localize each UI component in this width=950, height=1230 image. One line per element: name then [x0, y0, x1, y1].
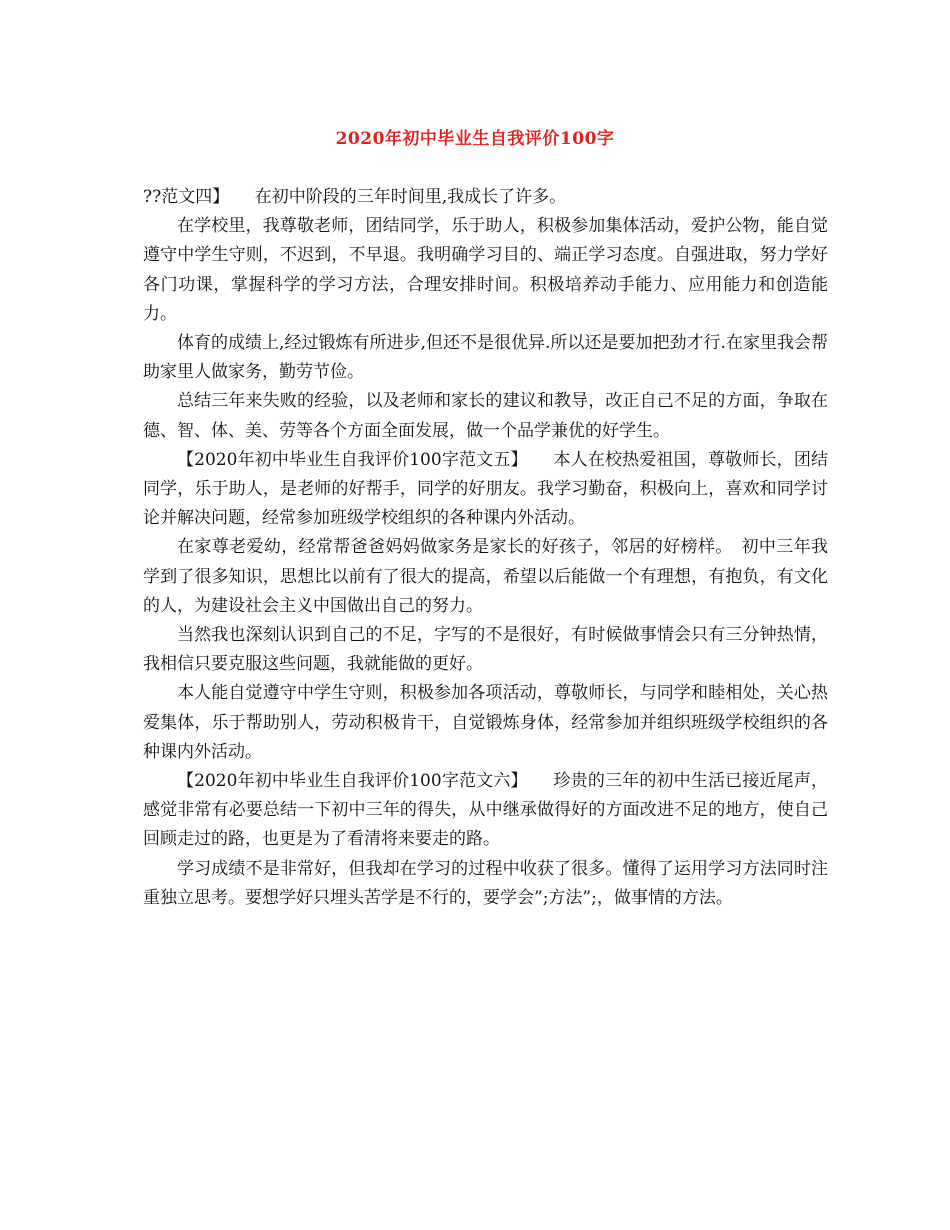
document-title: 2020年初中毕业生自我评价100字 [335, 129, 615, 149]
paragraph-9: 【2020年初中毕业生自我评价100字范文六】 珍贵的三年的初中生活已接近尾声，感觉非常有必要总结一下初中三年的得失，从中继承做得好的方面改进不足的地方，使自己回顾走过的路，也更是为了看清将来要走的路。 [143, 771, 828, 850]
paragraph-10: 学习成绩不是非常好，但我却在学习的过程中收获了很多。懂得了运用学习方法同时注重独立思考。要想学好只埋头苦学是不行的，要学会”;方法”;，做事情的方法。 [143, 858, 828, 908]
document-body [143, 183, 828, 913]
paragraph-3: 体育的成绩上,经过锻炼有所进步,但还不是很优异.所以还是要加把劲才行.在家里我会帮助家里人做家务，勤劳节俭。 [143, 333, 828, 383]
paragraph-1: ??范文四】 在初中阶段的三年时间里,我成长了许多。 [143, 187, 567, 207]
paragraph-5: 【2020年初中毕业生自我评价100字范文五】 本人在校热爱祖国，尊敬师长，团结同学，乐于助人，是老师的好帮手，同学的好朋友。我学习勤奋，积极向上，喜欢和同学讨论并解决问题，经常参加班级学校组织的各种课内外活动。 [143, 449, 828, 529]
paragraph-7: 当然我也深刻认识到自己的不足，字写的不是很好，有时候做事情会只有三分钟热情，我相信只要克服这些问题，我就能做的更好。 [143, 625, 828, 675]
paragraph-6: 在家尊老爱幼，经常帮爸爸妈妈做家务是家长的好孩子，邻居的好榜样。 初中三年我学到了很多知识，思想比以前有了很大的提高，希望以后能做一个有理想，有抱负，有文化的人，为建设社会主义中国做出自己的努力。 [143, 537, 828, 616]
paragraph-4: 总结三年来失败的经验，以及老师和家长的建议和教导，改正自己不足的方面，争取在德、智、体、美、劳等各个方面全面发展，做一个品学兼优的好学生。 [143, 391, 828, 441]
paragraph-8: 本人能自觉遵守中学生守则，积极参加各项活动，尊敬师长，与同学和睦相处，关心热爱集体，乐于帮助别人，劳动积极肯干，自觉锻炼身体，经常参加并组织班级学校组织的各种课内外活动。 [143, 683, 828, 762]
paragraph-2: 在学校里，我尊敬老师，团结同学，乐于助人，积极参加集体活动，爱护公物，能自觉遵守中学生守则，不迟到，不早退。我明确学习目的、端正学习态度。自强进取，努力学好各门功课，掌握科学的学习方法，合理安排时间。积极培养动手能力、应用能力和创造能力。 [143, 216, 828, 324]
